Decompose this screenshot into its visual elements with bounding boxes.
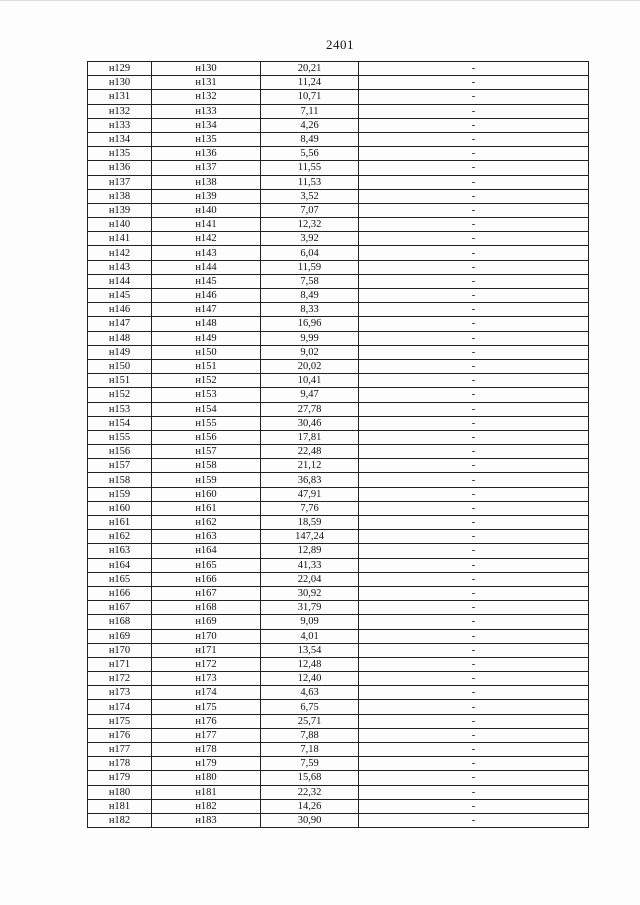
distance-cell: 7,88 <box>261 728 359 742</box>
distance-cell: 17,81 <box>261 430 359 444</box>
from-point-cell: н173 <box>88 686 152 700</box>
to-point-cell: н146 <box>152 289 261 303</box>
distance-cell: 30,90 <box>261 813 359 827</box>
from-point-cell: н131 <box>88 90 152 104</box>
table-row <box>88 601 589 615</box>
description-cell: - <box>359 203 589 217</box>
distance-cell: 11,53 <box>261 175 359 189</box>
to-point-cell: н137 <box>152 161 261 175</box>
table-row <box>88 175 589 189</box>
to-point-cell: н145 <box>152 274 261 288</box>
description-cell: - <box>359 516 589 530</box>
table-row <box>88 402 589 416</box>
page-edge <box>0 0 640 1</box>
distance-cell: 47,91 <box>261 487 359 501</box>
from-point-cell: н153 <box>88 402 152 416</box>
description-cell: - <box>359 700 589 714</box>
table-row <box>88 218 589 232</box>
distance-cell: 9,47 <box>261 388 359 402</box>
description-cell: - <box>359 757 589 771</box>
to-point-cell: н150 <box>152 345 261 359</box>
description-cell: - <box>359 359 589 373</box>
table-row <box>88 76 589 90</box>
description-cell: - <box>359 813 589 827</box>
from-point-cell: н168 <box>88 615 152 629</box>
description-cell: - <box>359 76 589 90</box>
table-row <box>88 473 589 487</box>
from-point-cell: н137 <box>88 175 152 189</box>
distance-cell: 9,99 <box>261 331 359 345</box>
from-point-cell: н157 <box>88 459 152 473</box>
table-row <box>88 643 589 657</box>
from-point-cell: н178 <box>88 757 152 771</box>
description-cell: - <box>359 771 589 785</box>
from-point-cell: н176 <box>88 728 152 742</box>
description-cell: - <box>359 430 589 444</box>
distance-cell: 18,59 <box>261 516 359 530</box>
description-cell: - <box>359 530 589 544</box>
description-cell: - <box>359 132 589 146</box>
from-point-cell: н152 <box>88 388 152 402</box>
distance-cell: 21,12 <box>261 459 359 473</box>
from-point-cell: н167 <box>88 601 152 615</box>
from-point-cell: н148 <box>88 331 152 345</box>
to-point-cell: н152 <box>152 374 261 388</box>
from-point-cell: н179 <box>88 771 152 785</box>
to-point-cell: н163 <box>152 530 261 544</box>
to-point-cell: н166 <box>152 572 261 586</box>
from-point-cell: н130 <box>88 76 152 90</box>
from-point-cell: н162 <box>88 530 152 544</box>
to-point-cell: н162 <box>152 516 261 530</box>
distance-cell: 15,68 <box>261 771 359 785</box>
table-row <box>88 147 589 161</box>
from-point-cell: н146 <box>88 303 152 317</box>
to-point-cell: н140 <box>152 203 261 217</box>
table-row <box>88 672 589 686</box>
distance-cell: 27,78 <box>261 402 359 416</box>
description-cell: - <box>359 388 589 402</box>
table-row <box>88 700 589 714</box>
page-number: 2401 <box>326 37 354 52</box>
to-point-cell: н172 <box>152 657 261 671</box>
table-row <box>88 757 589 771</box>
description-cell: - <box>359 799 589 813</box>
table-row <box>88 771 589 785</box>
distance-cell: 11,55 <box>261 161 359 175</box>
description-cell: - <box>359 629 589 643</box>
description-cell: - <box>359 544 589 558</box>
table-row <box>88 416 589 430</box>
from-point-cell: н138 <box>88 189 152 203</box>
from-point-cell: н149 <box>88 345 152 359</box>
table-row <box>88 516 589 530</box>
table-row <box>88 586 589 600</box>
description-cell: - <box>359 416 589 430</box>
distance-cell: 25,71 <box>261 714 359 728</box>
to-point-cell: н158 <box>152 459 261 473</box>
from-point-cell: н171 <box>88 657 152 671</box>
from-point-cell: н150 <box>88 359 152 373</box>
distance-cell: 7,07 <box>261 203 359 217</box>
from-point-cell: н170 <box>88 643 152 657</box>
from-point-cell: н172 <box>88 672 152 686</box>
distance-cell: 7,11 <box>261 104 359 118</box>
from-point-cell: н165 <box>88 572 152 586</box>
table-row <box>88 501 589 515</box>
description-cell: - <box>359 189 589 203</box>
from-point-cell: н132 <box>88 104 152 118</box>
to-point-cell: н151 <box>152 359 261 373</box>
to-point-cell: н175 <box>152 700 261 714</box>
to-point-cell: н132 <box>152 90 261 104</box>
description-cell: - <box>359 232 589 246</box>
description-cell: - <box>359 686 589 700</box>
to-point-cell: н159 <box>152 473 261 487</box>
description-cell: - <box>359 317 589 331</box>
to-point-cell: н134 <box>152 118 261 132</box>
to-point-cell: н144 <box>152 260 261 274</box>
distance-cell: 12,48 <box>261 657 359 671</box>
table-row <box>88 303 589 317</box>
table-row <box>88 331 589 345</box>
to-point-cell: н165 <box>152 558 261 572</box>
description-cell: - <box>359 345 589 359</box>
from-point-cell: н180 <box>88 785 152 799</box>
to-point-cell: н157 <box>152 445 261 459</box>
to-point-cell: н180 <box>152 771 261 785</box>
distance-cell: 7,18 <box>261 743 359 757</box>
table-row <box>88 274 589 288</box>
to-point-cell: н161 <box>152 501 261 515</box>
table-row <box>88 161 589 175</box>
description-cell: - <box>359 643 589 657</box>
to-point-cell: н138 <box>152 175 261 189</box>
to-point-cell: н173 <box>152 672 261 686</box>
to-point-cell: н167 <box>152 586 261 600</box>
table-row <box>88 657 589 671</box>
distance-cell: 4,01 <box>261 629 359 643</box>
distance-cell: 11,59 <box>261 260 359 274</box>
table-row <box>88 799 589 813</box>
distance-cell: 8,49 <box>261 289 359 303</box>
to-point-cell: н142 <box>152 232 261 246</box>
to-point-cell: н143 <box>152 246 261 260</box>
description-cell: - <box>359 274 589 288</box>
to-point-cell: н136 <box>152 147 261 161</box>
from-point-cell: н141 <box>88 232 152 246</box>
table-row <box>88 430 589 444</box>
table-row <box>88 629 589 643</box>
to-point-cell: н177 <box>152 728 261 742</box>
table-row <box>88 90 589 104</box>
description-cell: - <box>359 175 589 189</box>
to-point-cell: н168 <box>152 601 261 615</box>
distance-cell: 12,40 <box>261 672 359 686</box>
distance-cell: 11,24 <box>261 76 359 90</box>
from-point-cell: н174 <box>88 700 152 714</box>
distance-cell: 31,79 <box>261 601 359 615</box>
from-point-cell: н160 <box>88 501 152 515</box>
to-point-cell: н171 <box>152 643 261 657</box>
from-point-cell: н139 <box>88 203 152 217</box>
description-cell: - <box>359 303 589 317</box>
from-point-cell: н181 <box>88 799 152 813</box>
description-cell: - <box>359 743 589 757</box>
distance-cell: 30,46 <box>261 416 359 430</box>
distance-cell: 10,41 <box>261 374 359 388</box>
description-cell: - <box>359 147 589 161</box>
description-cell: - <box>359 714 589 728</box>
to-point-cell: н183 <box>152 813 261 827</box>
table-row <box>88 728 589 742</box>
from-point-cell: н177 <box>88 743 152 757</box>
to-point-cell: н149 <box>152 331 261 345</box>
table-row <box>88 232 589 246</box>
distance-cell: 14,26 <box>261 799 359 813</box>
distance-cell: 30,92 <box>261 586 359 600</box>
table-row <box>88 459 589 473</box>
table-row <box>88 572 589 586</box>
table-row <box>88 743 589 757</box>
table-row <box>88 359 589 373</box>
distance-cell: 4,63 <box>261 686 359 700</box>
table-row <box>88 203 589 217</box>
boundary-points-table <box>87 61 589 828</box>
distance-cell: 3,52 <box>261 189 359 203</box>
distance-cell: 6,04 <box>261 246 359 260</box>
distance-cell: 22,04 <box>261 572 359 586</box>
distance-cell: 13,54 <box>261 643 359 657</box>
table-row <box>88 714 589 728</box>
description-cell: - <box>359 672 589 686</box>
from-point-cell: н158 <box>88 473 152 487</box>
description-cell: - <box>359 459 589 473</box>
from-point-cell: н169 <box>88 629 152 643</box>
table-row <box>88 260 589 274</box>
description-cell: - <box>359 785 589 799</box>
from-point-cell: н161 <box>88 516 152 530</box>
table-row <box>88 118 589 132</box>
table-row <box>88 558 589 572</box>
to-point-cell: н154 <box>152 402 261 416</box>
from-point-cell: н129 <box>88 62 152 76</box>
from-point-cell: н164 <box>88 558 152 572</box>
to-point-cell: н164 <box>152 544 261 558</box>
table-row <box>88 345 589 359</box>
table-row <box>88 289 589 303</box>
distance-cell: 41,33 <box>261 558 359 572</box>
from-point-cell: н140 <box>88 218 152 232</box>
from-point-cell: н133 <box>88 118 152 132</box>
distance-cell: 8,33 <box>261 303 359 317</box>
distance-cell: 147,24 <box>261 530 359 544</box>
from-point-cell: н147 <box>88 317 152 331</box>
table-row <box>88 686 589 700</box>
table-body <box>88 62 589 828</box>
distance-cell: 9,02 <box>261 345 359 359</box>
to-point-cell: н155 <box>152 416 261 430</box>
distance-cell: 7,76 <box>261 501 359 515</box>
to-point-cell: н160 <box>152 487 261 501</box>
description-cell: - <box>359 289 589 303</box>
table-row <box>88 317 589 331</box>
description-cell: - <box>359 487 589 501</box>
from-point-cell: н151 <box>88 374 152 388</box>
table-row <box>88 189 589 203</box>
description-cell: - <box>359 374 589 388</box>
from-point-cell: н136 <box>88 161 152 175</box>
table-row <box>88 388 589 402</box>
from-point-cell: н144 <box>88 274 152 288</box>
description-cell: - <box>359 104 589 118</box>
from-point-cell: н143 <box>88 260 152 274</box>
to-point-cell: н131 <box>152 76 261 90</box>
to-point-cell: н174 <box>152 686 261 700</box>
description-cell: - <box>359 445 589 459</box>
from-point-cell: н145 <box>88 289 152 303</box>
description-cell: - <box>359 657 589 671</box>
distance-cell: 16,96 <box>261 317 359 331</box>
distance-cell: 6,75 <box>261 700 359 714</box>
from-point-cell: н159 <box>88 487 152 501</box>
from-point-cell: н163 <box>88 544 152 558</box>
from-point-cell: н135 <box>88 147 152 161</box>
from-point-cell: н175 <box>88 714 152 728</box>
to-point-cell: н156 <box>152 430 261 444</box>
table-row <box>88 785 589 799</box>
from-point-cell: н155 <box>88 430 152 444</box>
to-point-cell: н153 <box>152 388 261 402</box>
description-cell: - <box>359 558 589 572</box>
table-row <box>88 132 589 146</box>
to-point-cell: н182 <box>152 799 261 813</box>
description-cell: - <box>359 501 589 515</box>
table-row <box>88 104 589 118</box>
table-row <box>88 246 589 260</box>
description-cell: - <box>359 62 589 76</box>
description-cell: - <box>359 218 589 232</box>
distance-cell: 3,92 <box>261 232 359 246</box>
table-row <box>88 445 589 459</box>
table-row <box>88 530 589 544</box>
from-point-cell: н156 <box>88 445 152 459</box>
to-point-cell: н147 <box>152 303 261 317</box>
distance-cell: 12,89 <box>261 544 359 558</box>
to-point-cell: н169 <box>152 615 261 629</box>
from-point-cell: н154 <box>88 416 152 430</box>
distance-cell: 8,49 <box>261 132 359 146</box>
distance-cell: 7,59 <box>261 757 359 771</box>
distance-cell: 5,56 <box>261 147 359 161</box>
distance-cell: 10,71 <box>261 90 359 104</box>
description-cell: - <box>359 90 589 104</box>
distance-cell: 12,32 <box>261 218 359 232</box>
table-row <box>88 487 589 501</box>
from-point-cell: н142 <box>88 246 152 260</box>
from-point-cell: н166 <box>88 586 152 600</box>
to-point-cell: н133 <box>152 104 261 118</box>
description-cell: - <box>359 246 589 260</box>
description-cell: - <box>359 331 589 345</box>
to-point-cell: н130 <box>152 62 261 76</box>
description-cell: - <box>359 161 589 175</box>
table-row <box>88 544 589 558</box>
to-point-cell: н141 <box>152 218 261 232</box>
description-cell: - <box>359 473 589 487</box>
to-point-cell: н179 <box>152 757 261 771</box>
distance-cell: 4,26 <box>261 118 359 132</box>
to-point-cell: н176 <box>152 714 261 728</box>
to-point-cell: н135 <box>152 132 261 146</box>
table-row <box>88 62 589 76</box>
to-point-cell: н178 <box>152 743 261 757</box>
distance-cell: 20,21 <box>261 62 359 76</box>
to-point-cell: н139 <box>152 189 261 203</box>
distance-cell: 22,48 <box>261 445 359 459</box>
distance-cell: 9,09 <box>261 615 359 629</box>
distance-cell: 36,83 <box>261 473 359 487</box>
table-row <box>88 374 589 388</box>
distance-cell: 20,02 <box>261 359 359 373</box>
description-cell: - <box>359 728 589 742</box>
description-cell: - <box>359 615 589 629</box>
description-cell: - <box>359 572 589 586</box>
description-cell: - <box>359 402 589 416</box>
to-point-cell: н170 <box>152 629 261 643</box>
table-row <box>88 615 589 629</box>
description-cell: - <box>359 118 589 132</box>
distance-cell: 22,32 <box>261 785 359 799</box>
description-cell: - <box>359 586 589 600</box>
description-cell: - <box>359 601 589 615</box>
table-row <box>88 813 589 827</box>
distance-cell: 7,58 <box>261 274 359 288</box>
description-cell: - <box>359 260 589 274</box>
from-point-cell: н182 <box>88 813 152 827</box>
from-point-cell: н134 <box>88 132 152 146</box>
to-point-cell: н148 <box>152 317 261 331</box>
to-point-cell: н181 <box>152 785 261 799</box>
